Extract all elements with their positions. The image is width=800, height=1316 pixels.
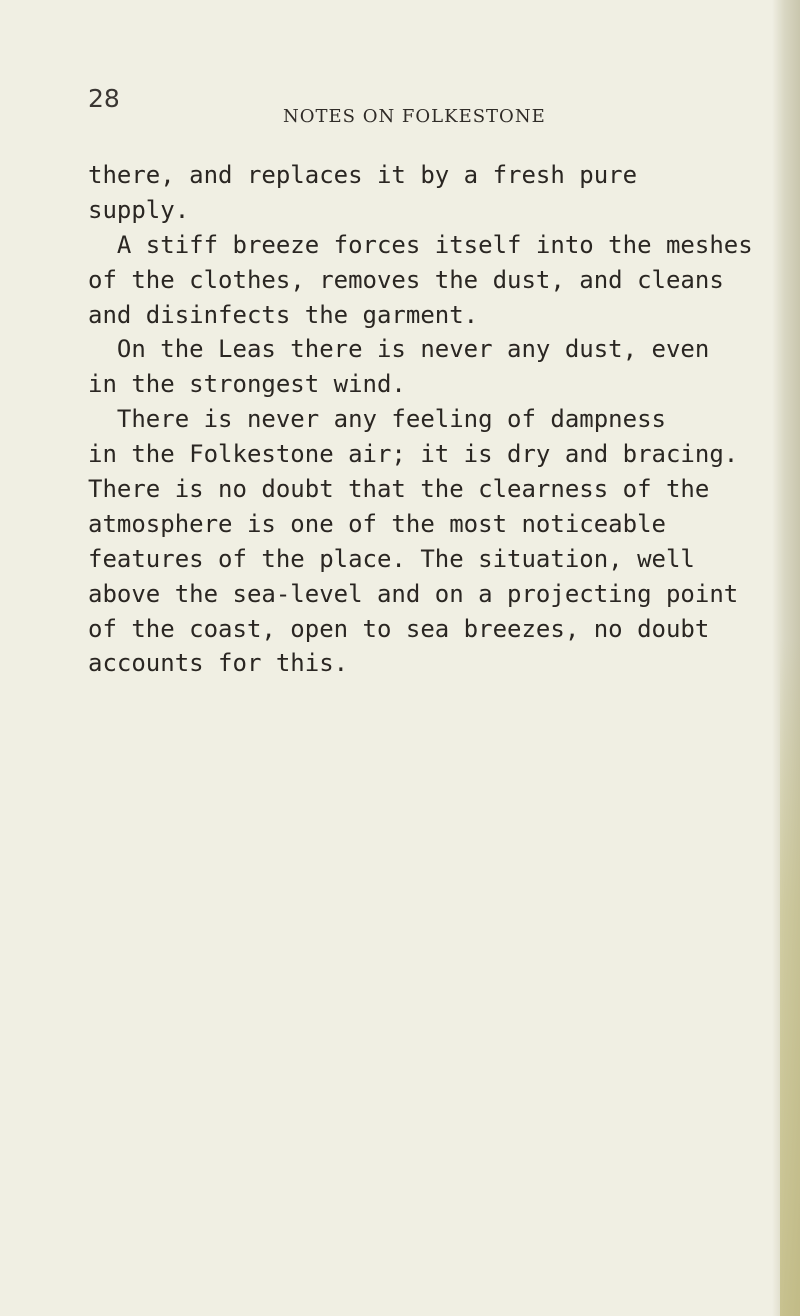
page-edge-stain (780, 640, 800, 1316)
text-line: There is never any feeling of dampness (88, 405, 666, 434)
text-line: On the Leas there is never any dust, even (88, 335, 710, 364)
text-line: of the clothes, removes the dust, and cleans (88, 265, 724, 294)
text-line: and disinfects the garment. (88, 300, 479, 329)
text-line: in the Folkestone air; it is dry and bracing. (88, 440, 739, 469)
text-line: above the sea-level and on a projecting point (88, 579, 739, 608)
text-line: of the coast, open to sea breezes, no doubt (88, 614, 710, 643)
text-line: accounts for this. (88, 649, 349, 678)
text-line: features of the place. The situation, well (88, 544, 695, 573)
text-line: in the strongest wind. (88, 370, 406, 399)
text-line: There is no doubt that the clearness of the (88, 475, 710, 504)
running-head: NOTES ON FOLKESTONE (283, 106, 546, 127)
text-line: atmosphere is one of the most noticeable (88, 509, 666, 538)
text-line: there, and replaces it by a fresh pure (88, 161, 638, 189)
body-text (88, 158, 753, 681)
text-line: A stiff breeze forces itself into the meshes (88, 230, 753, 259)
text-line: supply. (88, 195, 190, 224)
page-number: 28 (88, 84, 120, 113)
